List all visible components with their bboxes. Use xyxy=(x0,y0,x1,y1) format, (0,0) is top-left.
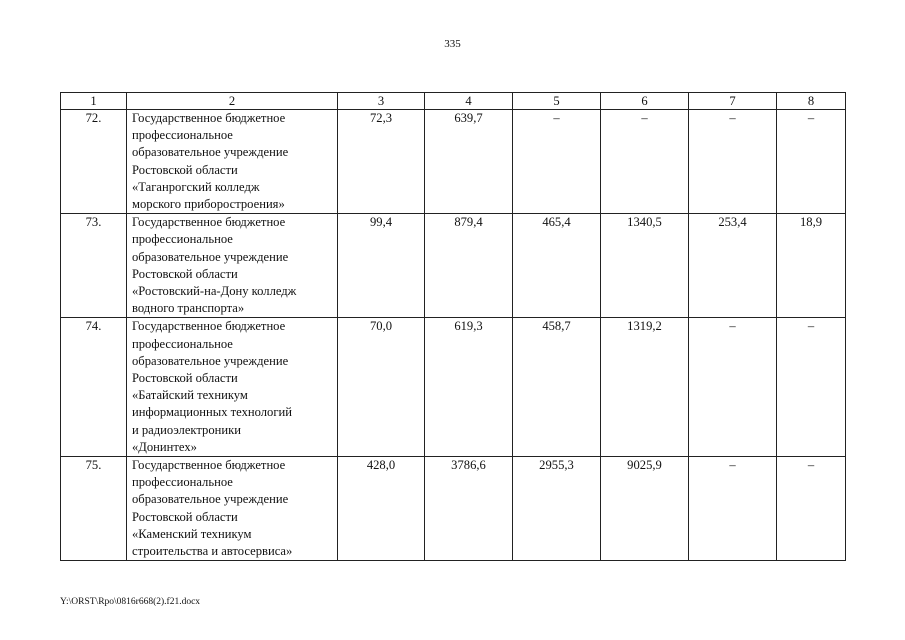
institution-name-line: Государственное бюджетное xyxy=(132,319,286,334)
institution-name-line: Ростовской области xyxy=(132,266,238,281)
institution-name-line: «Ростовский-на-Дону колледж xyxy=(132,284,297,299)
budget-table xyxy=(60,92,846,561)
value-cell-col-4: 879,4 xyxy=(425,214,513,318)
value-cell-col-8: – xyxy=(777,318,846,457)
value-cell-col-3: 428,0 xyxy=(338,457,425,561)
value-cell-col-6: 1319,2 xyxy=(601,318,689,457)
institution-name-line: морского приборостроения» xyxy=(132,197,285,212)
table-row xyxy=(61,457,846,561)
value-cell-col-3: 70,0 xyxy=(338,318,425,457)
row-number: 72. xyxy=(61,110,127,214)
value-cell-col-4: 3786,6 xyxy=(425,457,513,561)
institution-name-line: водного транспорта» xyxy=(132,301,245,316)
institution-name-line: Ростовской области xyxy=(132,509,238,524)
table-row xyxy=(61,214,846,318)
institution-name-line: профессиональное xyxy=(132,128,233,143)
page-number: 335 xyxy=(444,38,461,50)
row-number: 73. xyxy=(61,214,127,318)
column-header: 3 xyxy=(338,93,425,110)
column-header: 2 xyxy=(127,93,338,110)
value-cell-col-8: – xyxy=(777,110,846,214)
table-row xyxy=(61,318,846,457)
institution-name-line: и радиоэлектроники xyxy=(132,422,241,437)
value-cell-col-7: – xyxy=(689,110,777,214)
institution-name-line: «Каменский техникум xyxy=(132,526,252,541)
institution-name-line: профессиональное xyxy=(132,475,233,490)
column-header: 4 xyxy=(425,93,513,110)
institution-name-line: Государственное бюджетное xyxy=(132,458,286,473)
column-header: 5 xyxy=(513,93,601,110)
column-header: 8 xyxy=(777,93,846,110)
institution-name xyxy=(127,457,338,561)
value-cell-col-6: 9025,9 xyxy=(601,457,689,561)
institution-name-line: образовательное учреждение xyxy=(132,353,289,368)
institution-name-line: Государственное бюджетное xyxy=(132,111,286,125)
value-cell-col-3: 99,4 xyxy=(338,214,425,318)
value-cell-col-4: 619,3 xyxy=(425,318,513,457)
institution-name-line: «Донинтех» xyxy=(132,439,197,454)
institution-name xyxy=(127,318,338,457)
institution-name xyxy=(127,110,338,214)
value-cell-col-6: – xyxy=(601,110,689,214)
value-cell-col-7: – xyxy=(689,318,777,457)
row-number: 74. xyxy=(61,318,127,457)
institution-name-line: строительства и автосервиса» xyxy=(132,544,293,559)
institution-name-line: профессиональное xyxy=(132,336,233,351)
institution-name-line: информационных технологий xyxy=(132,405,292,420)
value-cell-col-4: 639,7 xyxy=(425,110,513,214)
value-cell-col-8: 18,9 xyxy=(777,214,846,318)
institution-name-line: Государственное бюджетное xyxy=(132,215,286,230)
institution-name-line: «Таганрогский колледж xyxy=(132,179,260,194)
column-header: 1 xyxy=(61,93,127,110)
file-path-footer: Y:\ORST\Rpo\0816r668(2).f21.docx xyxy=(60,597,201,607)
value-cell-col-6: 1340,5 xyxy=(601,214,689,318)
value-cell-col-5: – xyxy=(513,110,601,214)
value-cell-col-5: 2955,3 xyxy=(513,457,601,561)
institution-name-line: Ростовской области xyxy=(132,371,238,386)
institution-name-line: образовательное учреждение xyxy=(132,249,289,264)
column-header: 7 xyxy=(689,93,777,110)
institution-name xyxy=(127,214,338,318)
row-number: 75. xyxy=(61,457,127,561)
institution-name-line: образовательное учреждение xyxy=(132,492,289,507)
value-cell-col-8: – xyxy=(777,457,846,561)
value-cell-col-7: – xyxy=(689,457,777,561)
institution-name-line: образовательное учреждение xyxy=(132,145,289,160)
value-cell-col-5: 458,7 xyxy=(513,318,601,457)
institution-name-line: профессиональное xyxy=(132,232,233,247)
table-body xyxy=(61,110,846,561)
column-header: 6 xyxy=(601,93,689,110)
value-cell-col-5: 465,4 xyxy=(513,214,601,318)
value-cell-col-7: 253,4 xyxy=(689,214,777,318)
table-row xyxy=(61,110,846,214)
institution-name-line: «Батайский техникум xyxy=(132,388,248,403)
table-header-row xyxy=(61,93,846,110)
value-cell-col-3: 72,3 xyxy=(338,110,425,214)
institution-name-line: Ростовской области xyxy=(132,162,238,177)
